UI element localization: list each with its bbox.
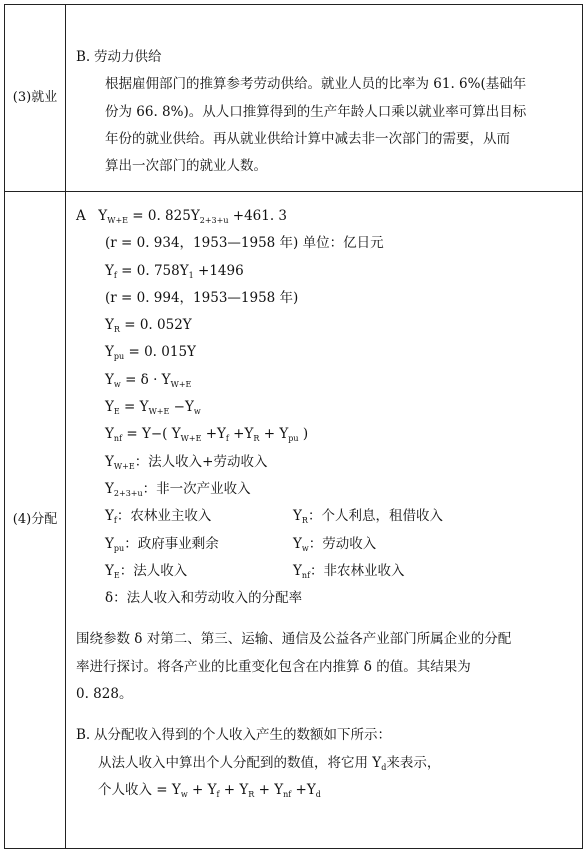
definition-w: $Y_w$：劳动收入 xyxy=(293,535,377,553)
section-b-line-2: 从法人收入中算出个人分配到的数值，将它用 $Y_d$来表示， xyxy=(98,754,441,772)
definition-w-e: $Y_{W+E}$：法人收入+劳动收入 xyxy=(105,453,268,471)
definition-e-nf xyxy=(76,558,572,585)
definition-delta: δ：法人收入和劳动收入的分配率 xyxy=(105,590,303,607)
row-label-employment: (3)就业 xyxy=(5,5,66,192)
distribution-content xyxy=(66,192,583,849)
equation-4: $Y_{pu} = 0$. 015Y xyxy=(105,344,196,362)
definition-f-r xyxy=(76,503,572,530)
employment-row xyxy=(5,5,583,192)
heading-text: 劳动力供给 xyxy=(94,49,162,65)
delta-paragraph-line-2: 率进行探讨。将各产业的比重变化包含在内推算 δ 的值。其结果为 xyxy=(76,658,471,675)
definition-nf: $Y_{nf}$：非农林业收入 xyxy=(293,562,405,580)
row-label-distribution: (4)分配 xyxy=(5,192,66,849)
section-b-line-1: B. 从分配收入得到的个人收入产生的数额如下所示： xyxy=(76,722,572,749)
labor-supply-line-2: 份为 66. 8%)。从人口推算得到的生产年龄人口乘以就业率可算出目标 xyxy=(105,103,527,120)
labor-supply-line-3: 年份的就业供给。再从就业供给计算中减去非一次部门的需要，从而 xyxy=(105,130,510,147)
labor-supply-line-1: 根据雇佣部门的推算参考劳动供给。就业人员的比率为 61. 6%(基础年 xyxy=(105,76,527,93)
equation-6: $Y_E = Y_{W+E} -Y_w$ xyxy=(105,399,201,417)
definition-pu: $Y_{pu}$：政府事业剩余 xyxy=(105,535,219,553)
equation-7: $Y_{nf} = Y-$( $Y_{W+E} +Y_f +Y_R + Y_{pu}$ ) xyxy=(105,426,309,444)
equation-5: $Y_w = \delta \cdot Y_{W+E}$ xyxy=(105,371,192,389)
marker-a: A xyxy=(76,208,86,224)
definition-e: $Y_E$：法人收入 xyxy=(105,562,188,580)
equation-1: A $Y_{W+E} = 0$. $825Y_{2+3+u} +461$. 3 xyxy=(76,203,572,230)
marker-b: B. xyxy=(76,727,91,744)
definition-r: $Y_R$：个人利息，租借收入 xyxy=(293,508,443,526)
delta-paragraph-line-1: 围绕参数 δ 对第二、第三、运输、通信及公益各产业部门所属企业的分配 xyxy=(76,631,512,648)
delta-paragraph-line-3: 0. 828。 xyxy=(76,686,133,703)
equation-2-note: (r = 0. 994，1953—1958 年) xyxy=(105,289,299,306)
personal-income-equation: 个人收入 = $Y_w + Y_f + Y_R + Y_{nf} +Y_d$ xyxy=(98,781,321,799)
equation-3: $Y_R = 0$. 052Y xyxy=(105,317,192,335)
heading-marker: B. xyxy=(76,49,91,65)
employment-content xyxy=(66,5,583,192)
equation-2: $Y_f = 0$. $758Y_1 +1496$ xyxy=(105,262,244,280)
equation-1-note: (r = 0. 934，1953—1958 年) 单位：亿日元 xyxy=(105,235,384,252)
distribution-row xyxy=(5,192,583,849)
labor-supply-heading xyxy=(76,44,570,71)
labor-supply-line-4: 算出一次部门的就业人数。 xyxy=(105,158,267,175)
definition-pu-w xyxy=(76,531,572,558)
definition-2-3-u: $Y_{2+3+u}$：非一次产业收入 xyxy=(105,480,251,498)
planning-table xyxy=(4,4,583,849)
definition-f: $Y_f$：农林业主收入 xyxy=(105,508,212,526)
